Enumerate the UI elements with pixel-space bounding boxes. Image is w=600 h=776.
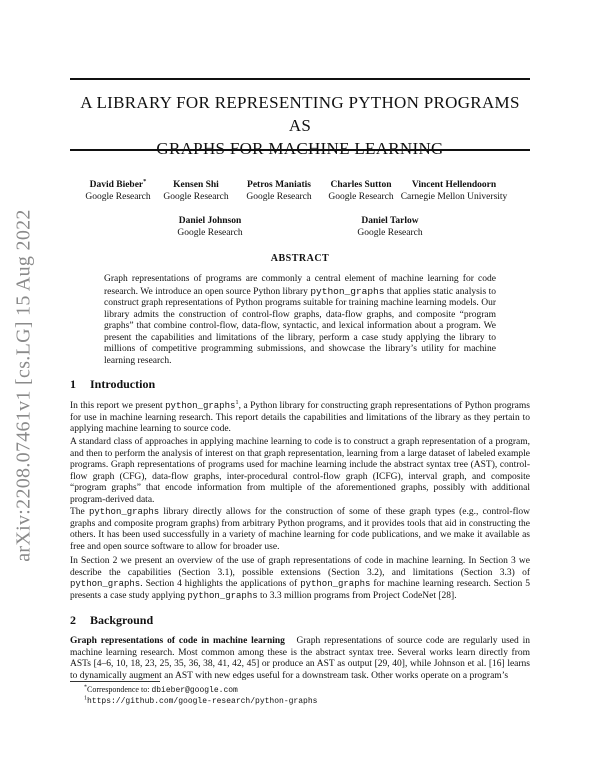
footnote-mark: 1 — [235, 398, 239, 406]
author-affiliation: Google Research — [163, 191, 229, 202]
author-block — [384, 180, 524, 203]
author-name: Daniel Johnson — [178, 216, 242, 226]
code-python-graphs: python_graphs — [70, 579, 141, 589]
author-name: Kensen Shi — [173, 180, 219, 190]
title-line-2: GRAPHS FOR MACHINE LEARNING — [156, 139, 444, 158]
author-affiliation: Google Research — [328, 191, 394, 202]
paragraph-runin-heading: Graph representations of code in machine learning — [70, 636, 285, 646]
code-python-graphs: python_graphs — [300, 579, 371, 589]
author-affiliation: Google Research — [85, 191, 151, 202]
author-name: Daniel Tarlow — [361, 216, 419, 226]
author-name: Charles Sutton — [330, 180, 392, 190]
title-bottom-rule — [70, 149, 530, 151]
intro-paragraph-4: In Section 2 we present an overview of the use of graph representations of code in machine learning. In Section 3 we describe the capabilities (Section 3.1), possible extensions (Section 3.2), and limitations (Section 3.3) of python_graphs. Section 4 highlights the applications of python_graphs for machine learning research. Section 5 presents a case study applying python_graphs to 3.3 million programs from Project CodeNet [28]. — [70, 556, 530, 601]
code-python-graphs: python_graphs — [187, 590, 258, 601]
background-paragraph-1: Graph representations of code in machine learning Graph representations of source code are regularly used in machine learning research. Most common among these is the abstract syntax tree. Several works learn directly from ASTs [4–6, 10, 18, 23, 25, 35, 36, 38, 41, 42, 45] or produce an AST as output [29, 40], while Johnson et al. [16] learns to dynamically augment an AST with new edges useful for a downstream task. Other works operate on a program’s — [70, 636, 531, 681]
author-name: Petros Maniatis — [247, 180, 311, 190]
author-block — [155, 216, 265, 239]
footnote-2: $^1$https://github.com/google-research/python-graphs — [84, 695, 318, 706]
author-name: Vincent Hellendoorn — [411, 180, 497, 190]
section-heading-background: 2 Background — [70, 613, 154, 627]
correspondence-mark: * — [143, 177, 147, 185]
author-block — [335, 216, 445, 239]
email-address: dbieber@google.com — [151, 686, 238, 695]
code-python-graphs: python_graphs — [310, 285, 385, 297]
repository-url[interactable]: https://github.com/google-research/python-graphs — [87, 697, 318, 706]
author-affiliation: Google Research — [357, 227, 423, 238]
abstract-heading: ABSTRACT — [270, 253, 330, 264]
intro-paragraph-2: A standard class of approaches in applying machine learning to code is to construct a graph representation of a program, and then to perform the analysis of interest on that graph representation, learning from a large dataset of labeled example programs. Graph representations of programs used for machine learning include the abstract syntax tree (AST), control-flow graph (CFG), data-flow graphs, inter-procedural control-flow graph (ICFG), interval graph, and composite “program graphs” that encode information from multiple of the aforementioned graphs, possibly with additional program-derived data. — [70, 437, 530, 505]
title-line-1: A LIBRARY FOR REPRESENTING PYTHON PROGRAMS AS — [80, 93, 520, 135]
arxiv-stamp-text: arXiv:2208.07461v1 [cs.LG] 15 Aug 2022 — [12, 208, 35, 562]
author-name: David Bieber* — [89, 177, 147, 190]
intro-paragraph-1: In this report we present python_graphs$^1$, a Python library for constructing graph representations of Python programs for use in machine learning research. This report details the capabilities and limitations of the library as they pertain to applying machine learning to source code. — [70, 398, 530, 434]
footnote-rule — [70, 681, 160, 682]
title-top-rule — [70, 78, 530, 80]
footnote-1: *Correspondence to: dbieber@google.com — [84, 684, 238, 695]
code-python-graphs: python_graphs — [165, 401, 236, 411]
section-heading-introduction: 1 Introduction — [70, 377, 156, 391]
author-affiliation: Google Research — [177, 227, 243, 238]
author-affiliation: Google Research — [246, 191, 312, 202]
abstract-text: Graph representations of programs are commonly a central element of machine learning for code research. We introduce an open source Python library python_graphs that applies static analysis to construct graph representations of Python programs suitable for training machine learning models. Our library admits the construction of control-flow graphs, data-flow graphs, and composite “program graphs” that combine control-flow, data-flow, syntactic, and lexical information about a program. We present the capabilities and limitations of the library, perform a case study applying the library to millions of competitive programming submissions, and showcase the library’s utility for machine learning research. — [104, 274, 496, 366]
code-python-graphs: python_graphs — [88, 507, 160, 517]
author-affiliation: Carnegie Mellon University — [400, 191, 508, 202]
intro-paragraph-3: The python_graphs library directly allows for the construction of some of these graph types (e.g., control-flow graphs and composite program graphs) from arbitrary Python programs, and it provides tools that aid in constructing the others. It has been used successfully in a variety of machine learning for code publications, and we make it available as free and open source software to allow for broader use. — [70, 507, 530, 552]
